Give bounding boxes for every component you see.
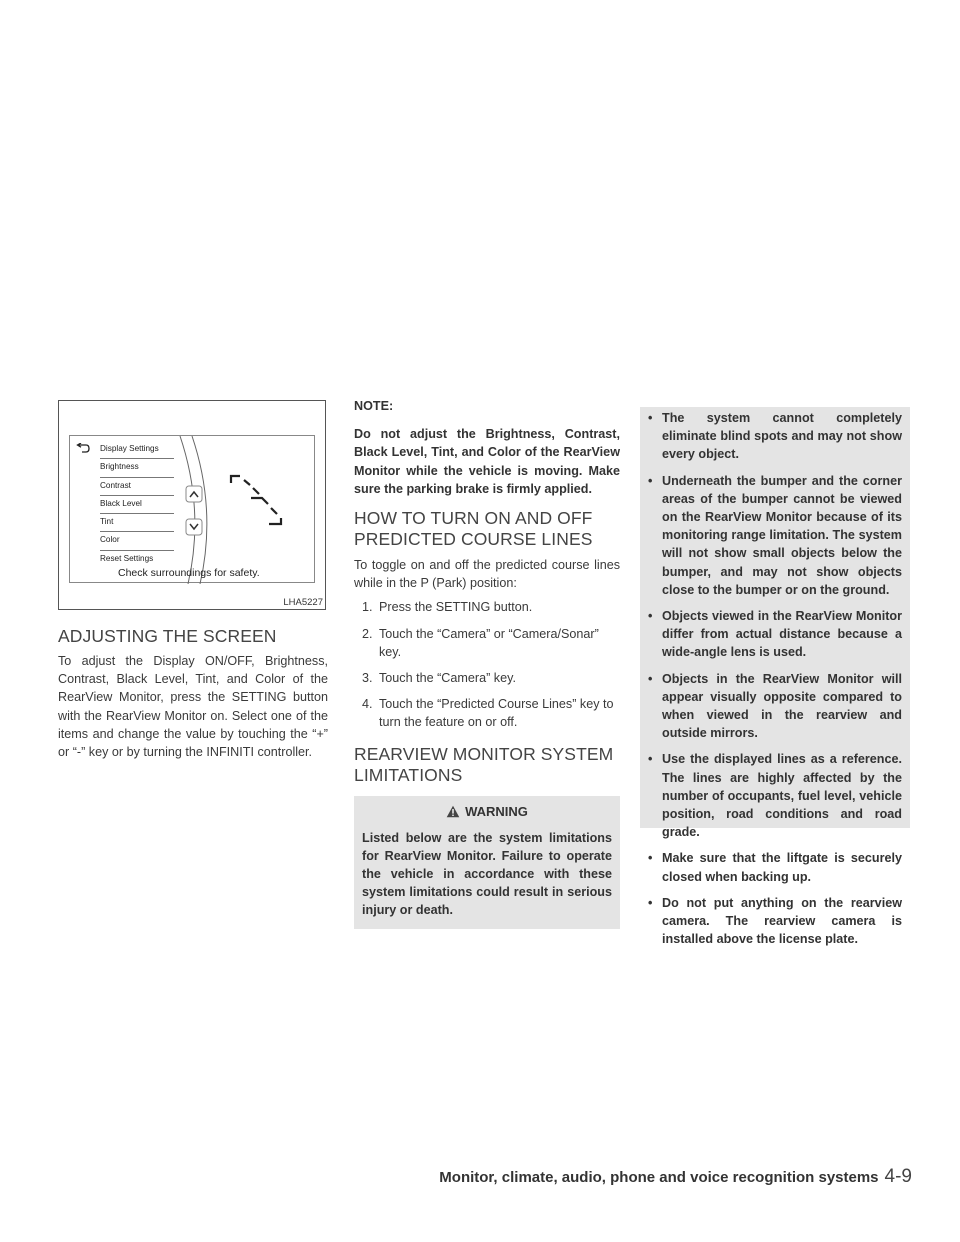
step-item: 2. Touch the “Camera” or “Camera/Sonar” key. [362,626,599,659]
left-column [58,400,328,761]
figure-code: LHA5227 [283,597,323,608]
adjusting-heading: ADJUSTING THE SCREEN [58,626,277,646]
display-settings-figure [58,400,326,610]
down-chevron-icon [186,519,202,535]
list-item: • Objects viewed in the RearView Monitor differ from actual distance because a wide-angle lens is used. [648,609,902,660]
warning-header [362,804,612,819]
warning-title: WARNING [465,803,528,819]
menu-item-color: Color [100,532,174,550]
menu-item-reset-settings: Reset Settings [100,553,154,563]
list-item: • Objects in the RearView Monitor will appear visually opposite compared to when viewed in the rearview and outside mirrors. [648,671,902,741]
list-item: • The system cannot completely eliminate blind spots and may not show every object. [648,411,902,462]
right-column [640,407,910,947]
list-item: • Make sure that the liftgate is securely closed when backing up. [648,851,902,884]
warning-body: Listed below are the system limitations for RearView Monitor. Failure to operate the vehicle in accordance with these system limitations could result in serious injury or death. [362,830,612,918]
list-item: • Underneath the bumper and the corner areas of the bumper cannot be viewed on the RearView Monitor because of its monitoring range limitation. The system will not show small objects below the bumper, and may not show objects close to the bumper or on the ground. [648,473,902,597]
page-number: 4-9 [884,1166,912,1187]
safety-message: Check surroundings for safety. [118,567,260,579]
course-lines-intro: To toggle on and off the predicted course lines while in the P (Park) position: [354,558,620,591]
footer-section-title: Monitor, climate, audio, phone and voice recognition systems [439,1169,879,1186]
note-body: Do not adjust the Brightness, Contrast, Black Level, Tint, and Color of the RearView Monitor while the vehicle is moving. Make sure the parking brake is firmly applied. [354,427,620,496]
adjusting-body: To adjust the Display ON/OFF, Brightness, Contrast, Black Level, Tint, and Color of the RearView Monitor, press the SETTING button with the RearView Monitor on. Select one of the items and change the value by touching the “+” or “-” key or by turning the INFINITI controller. [58,654,328,760]
limitations-list-box [640,407,910,947]
menu-item-tint: Tint [100,514,174,532]
menu-item-display-settings: Display Settings [100,441,174,459]
step-item: 1. Press the SETTING button. [362,600,533,615]
middle-column [354,400,620,929]
warning-box [354,796,620,929]
predicted-course-lines [231,476,281,524]
limitations-list [648,409,902,948]
monitor-screen [69,435,315,583]
page-footer [439,1166,912,1188]
limitations-heading: REARVIEW MONITOR SYSTEM LIMITATIONS [354,743,614,785]
course-lines-steps [354,598,620,731]
warning-triangle-icon [446,805,460,818]
up-chevron-icon [186,486,202,502]
menu-item-brightness: Brightness [100,459,174,477]
menu-item-black-level: Black Level [100,496,174,514]
step-item: 3. Touch the “Camera” key. [362,671,516,686]
note-label: NOTE: [354,399,394,413]
course-lines-heading: HOW TO TURN ON AND OFF PREDICTED COURSE LINES [354,508,593,550]
step-item: 4. Touch the “Predicted Course Lines” key to turn the feature on or off. [362,697,614,730]
camera-view-graphic [70,436,316,584]
menu-item-contrast: Contrast [100,478,174,496]
list-item: • Use the displayed lines as a reference. The lines are highly affected by the number of occupants, fuel level, vehicle position, road conditions and road grade. [648,752,902,840]
list-item: • Do not put anything on the rearview camera. The rearview camera is installed above the license plate. [648,895,902,947]
